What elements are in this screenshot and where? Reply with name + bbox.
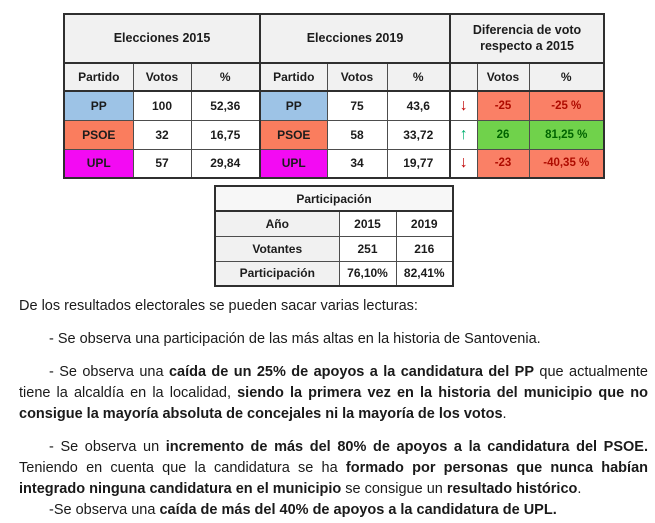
party-label-psoe: PSOE: [64, 120, 133, 149]
psoe-votos-2015: 32: [133, 120, 191, 149]
year-2019: 2019: [396, 211, 453, 236]
col-header-pct-diff: %: [529, 63, 604, 91]
table-column-header-row: [64, 63, 604, 91]
upl-votos-2019: 34: [327, 149, 387, 178]
participation-row-votantes: [215, 236, 453, 261]
label-votantes: Votantes: [215, 236, 339, 261]
party-label-psoe-2019: PSOE: [260, 120, 327, 149]
pp-diff-pct: -25 %: [529, 91, 604, 120]
participacion-2015: 76,10%: [339, 261, 396, 286]
upl-diff-votos: -23: [477, 149, 529, 178]
pp-votos-2015: 100: [133, 91, 191, 120]
upl-pct-2019: 19,77: [387, 149, 450, 178]
votantes-2019: 216: [396, 236, 453, 261]
arrow-down-icon: ↓: [450, 149, 477, 178]
analysis-text-block: [19, 296, 648, 523]
party-label-pp: PP: [64, 91, 133, 120]
psoe-diff-pct: 81,25 %: [529, 120, 604, 149]
participation-title-row: [215, 186, 453, 211]
group-title-2015: Elecciones 2015: [64, 14, 260, 63]
party-label-upl: UPL: [64, 149, 133, 178]
arrow-up-icon: ↑: [450, 120, 477, 149]
upl-votos-2015: 57: [133, 149, 191, 178]
analysis-bullet-participacion: - Se observa una participación de las más altas en la historia de Santovenia.: [49, 331, 541, 347]
election-results-table: [63, 13, 605, 179]
analysis-bullet-pp: - Se observa una caída de un 25% de apoyos a la candidatura del PP que actualmente tiene la alcaldía en la localidad, siendo la primera vez en la historia del municipio que no consigue la mayoría absoluta de concejales ni la mayoría de los votos.: [19, 364, 648, 422]
pp-pct-2015: 52,36: [191, 91, 260, 120]
arrow-down-icon: ↓: [450, 91, 477, 120]
table-group-header-row: [64, 14, 604, 63]
col-header-arrow-blank: [450, 63, 477, 91]
pp-votos-2019: 75: [327, 91, 387, 120]
analysis-bullet-psoe: - Se observa un incremento de más del 80% de apoyos a la candidatura del PSOE. Teniendo en cuenta que la candidatura se ha formado por personas que nunca habían integrado ninguna candidatura en el municipio se consigue un resultado histórico.: [19, 439, 648, 497]
table-row-pp: [64, 91, 604, 120]
analysis-intro: De los resultados electorales se pueden sacar varias lecturas:: [19, 298, 418, 314]
votantes-2015: 251: [339, 236, 396, 261]
col-header-pct-2019: %: [387, 63, 450, 91]
col-header-pct-2015: %: [191, 63, 260, 91]
col-header-partido-2015: Partido: [64, 63, 133, 91]
psoe-diff-votos: 26: [477, 120, 529, 149]
participation-row-pct: [215, 261, 453, 286]
psoe-votos-2019: 58: [327, 120, 387, 149]
col-header-votos-2015: Votos: [133, 63, 191, 91]
upl-diff-pct: -40,35 %: [529, 149, 604, 178]
pp-diff-votos: -25: [477, 91, 529, 120]
col-header-votos-diff: Votos: [477, 63, 529, 91]
group-title-2019: Elecciones 2019: [260, 14, 450, 63]
participacion-2019: 82,41%: [396, 261, 453, 286]
table-row-psoe: [64, 120, 604, 149]
col-header-votos-2019: Votos: [327, 63, 387, 91]
participation-table: [214, 185, 454, 287]
psoe-pct-2015: 16,75: [191, 120, 260, 149]
label-ano: Año: [215, 211, 339, 236]
upl-pct-2015: 29,84: [191, 149, 260, 178]
psoe-pct-2019: 33,72: [387, 120, 450, 149]
year-2015: 2015: [339, 211, 396, 236]
participation-title: Participación: [215, 186, 453, 211]
table-row-upl: [64, 149, 604, 178]
party-label-upl-2019: UPL: [260, 149, 327, 178]
col-header-partido-2019: Partido: [260, 63, 327, 91]
group-title-diff: Diferencia de voto respecto a 2015: [450, 14, 604, 63]
party-label-pp-2019: PP: [260, 91, 327, 120]
analysis-bullet-upl: -Se observa una caída de más del 40% de apoyos a la candidatura de UPL.: [49, 502, 557, 518]
participation-row-year: [215, 211, 453, 236]
pp-pct-2019: 43,6: [387, 91, 450, 120]
label-participacion: Participación: [215, 261, 339, 286]
